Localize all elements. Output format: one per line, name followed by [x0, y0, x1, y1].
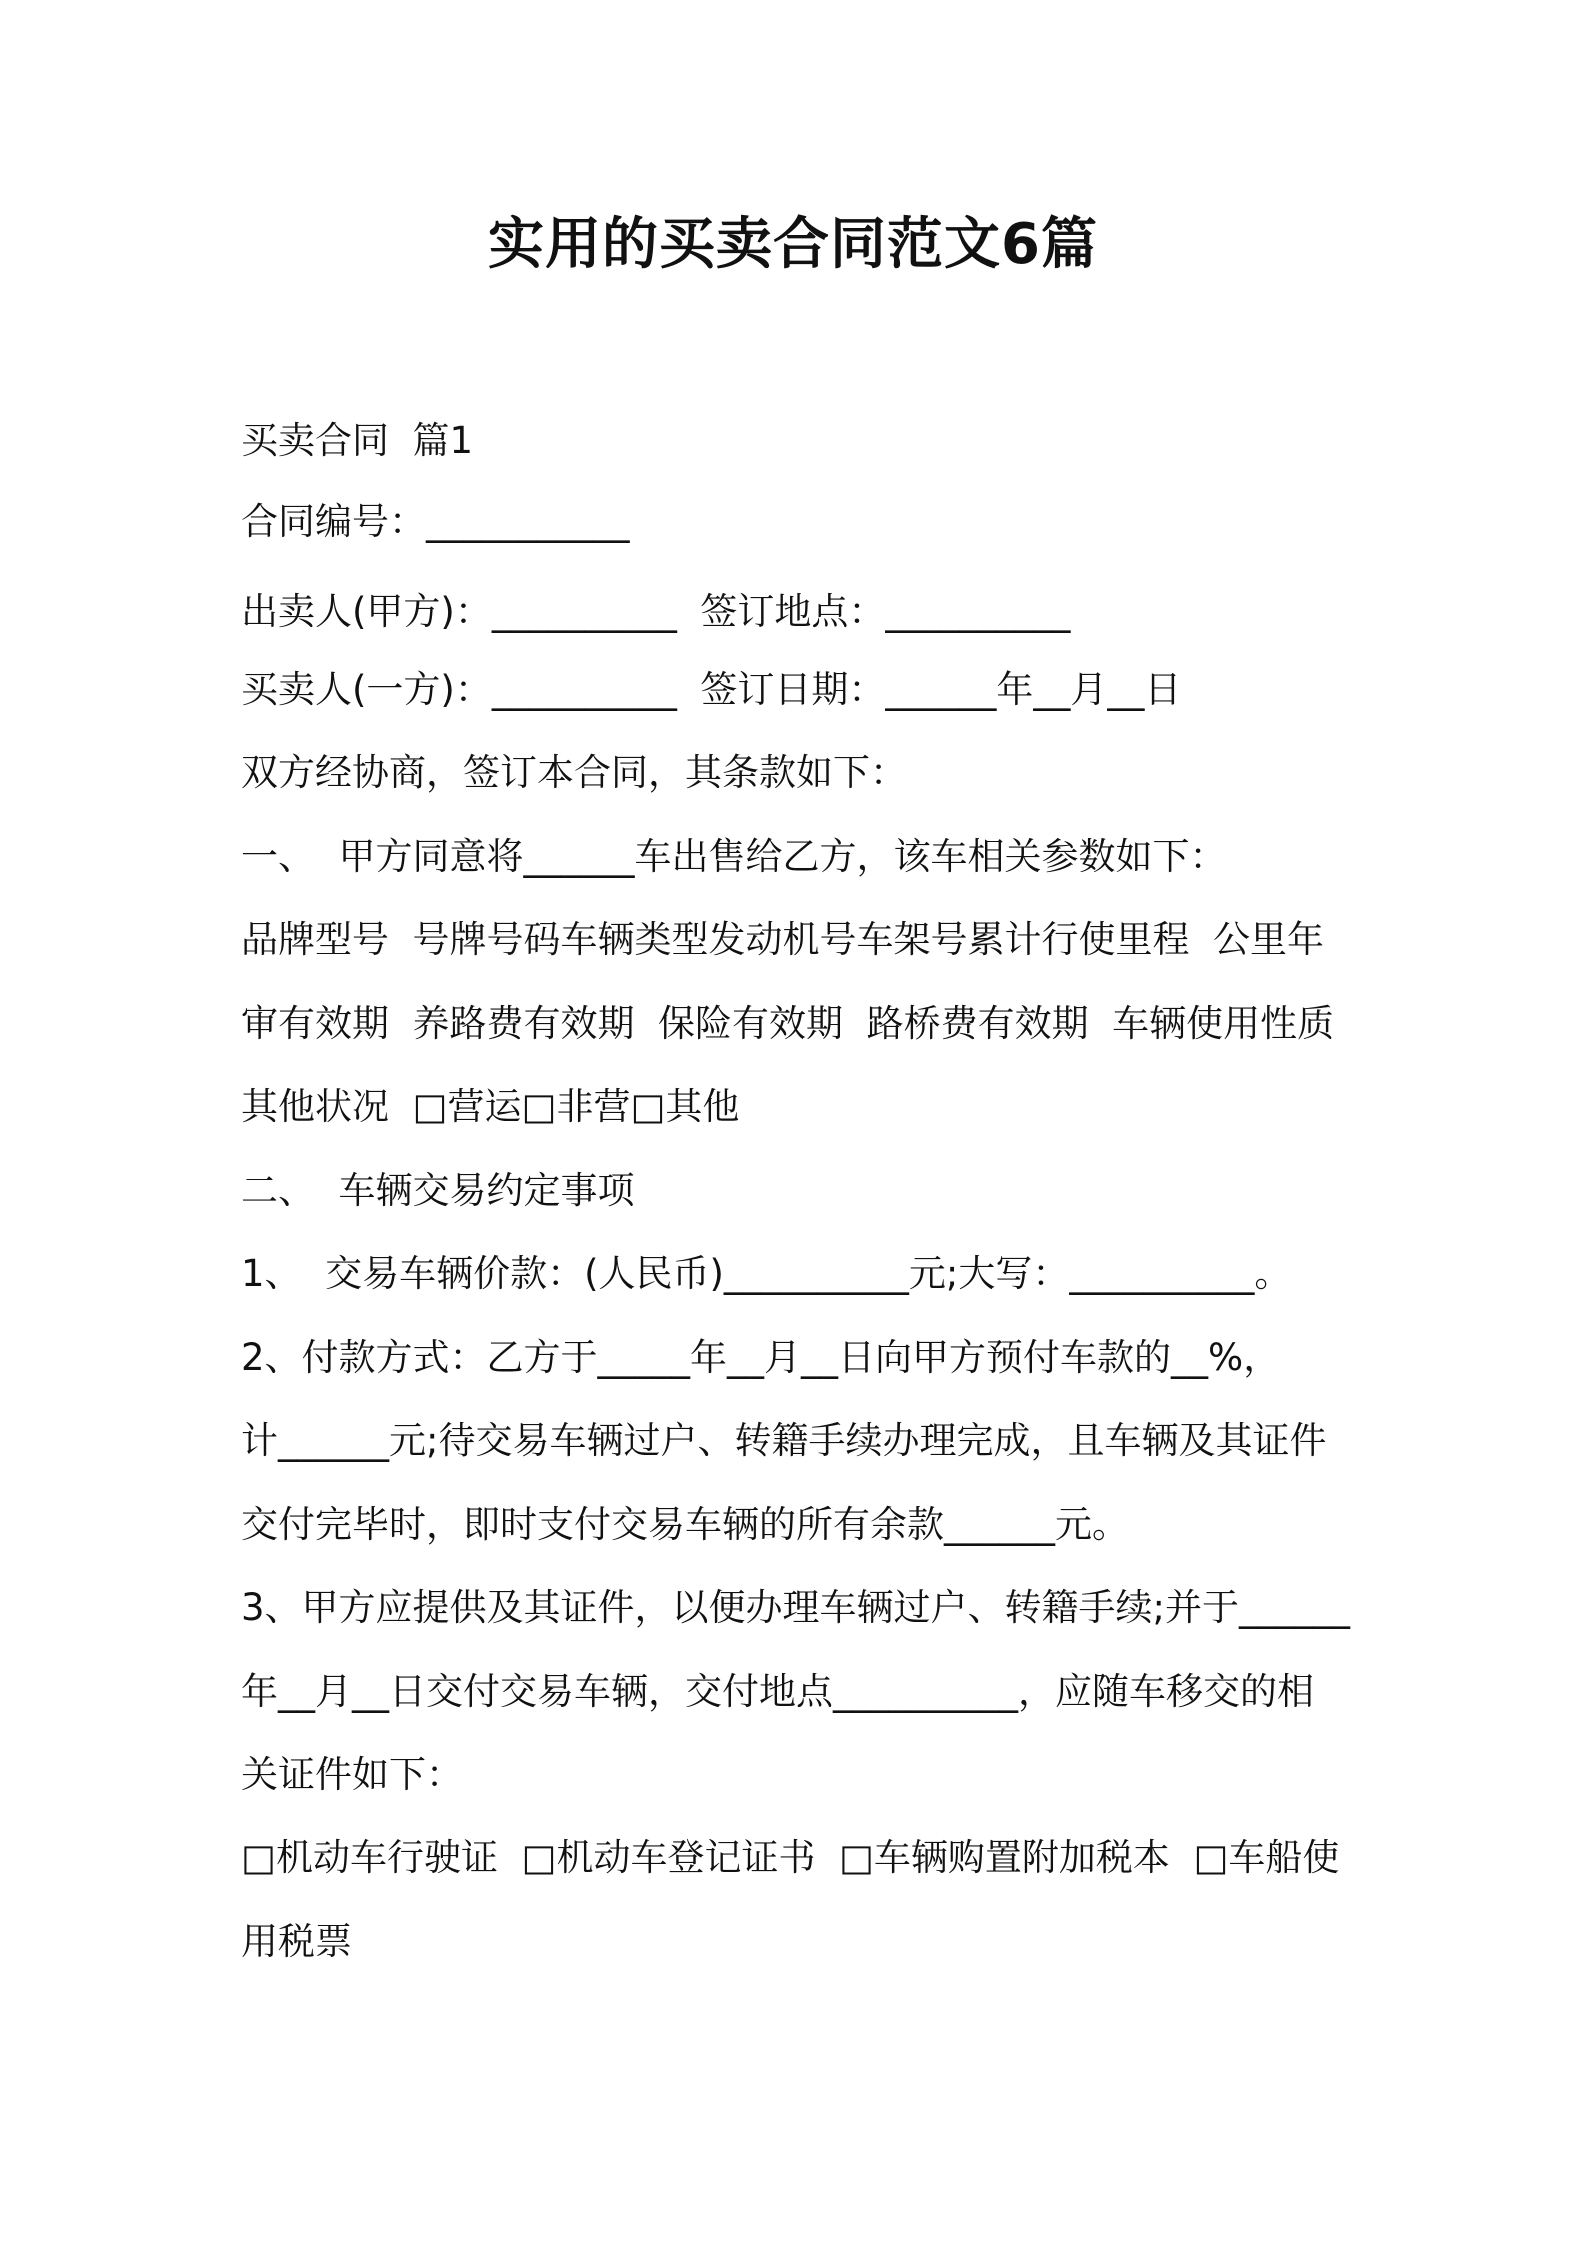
paragraph-line: 关证件如下：	[241, 1753, 463, 1796]
clause-two-heading: 二、 车辆交易约定事项	[241, 1169, 635, 1212]
paragraph-line: 年__月__日交付交易车辆，交付地点__________，应随车移交的相	[241, 1670, 1314, 1713]
paragraph-line: 审有效期 养路费有效期 保险有效期 路桥费有效期 车辆使用性质	[241, 1002, 1335, 1045]
buyer-line: 买卖人(一方)：__________ 签订日期：______年__月__日	[241, 668, 1182, 711]
paragraph-line: 2、付款方式：乙方于_____年__月__日向甲方预付车款的__%，	[241, 1336, 1281, 1379]
paragraph-line: 其他状况 □营运□非营□其他	[241, 1085, 740, 1128]
section-heading-1: 买卖合同 篇1	[241, 419, 474, 462]
paragraph-line: 1、 交易车辆价款：(人民币)__________元;大写：__________。	[241, 1252, 1292, 1295]
paragraph-line: 3、甲方应提供及其证件，以便办理车辆过户、转籍手续;并于______	[241, 1586, 1351, 1629]
document-title: 实用的买卖合同范文6篇	[488, 212, 1098, 277]
paragraph-line: 计______元;待交易车辆过户、转籍手续办理完成，且车辆及其证件	[241, 1419, 1327, 1462]
clause-one-line: 一、 甲方同意将______车出售给乙方，该车相关参数如下：	[241, 835, 1227, 878]
seller-line: 出卖人(甲方)：__________ 签订地点：__________	[241, 590, 1071, 633]
paragraph-line: 交付完毕时，即时支付交易车辆的所有余款______元。	[241, 1503, 1129, 1546]
intro-line: 双方经协商，签订本合同，其条款如下：	[241, 751, 907, 794]
paragraph-line: 品牌型号 号牌号码车辆类型发动机号车架号累计行使里程 公里年	[241, 918, 1325, 961]
paragraph-line: □机动车行驶证 □机动车登记证书 □车辆购置附加税本 □车船使	[241, 1836, 1340, 1879]
paragraph-line: 用税票	[241, 1920, 352, 1963]
contract-number-line: 合同编号：___________	[241, 500, 630, 543]
